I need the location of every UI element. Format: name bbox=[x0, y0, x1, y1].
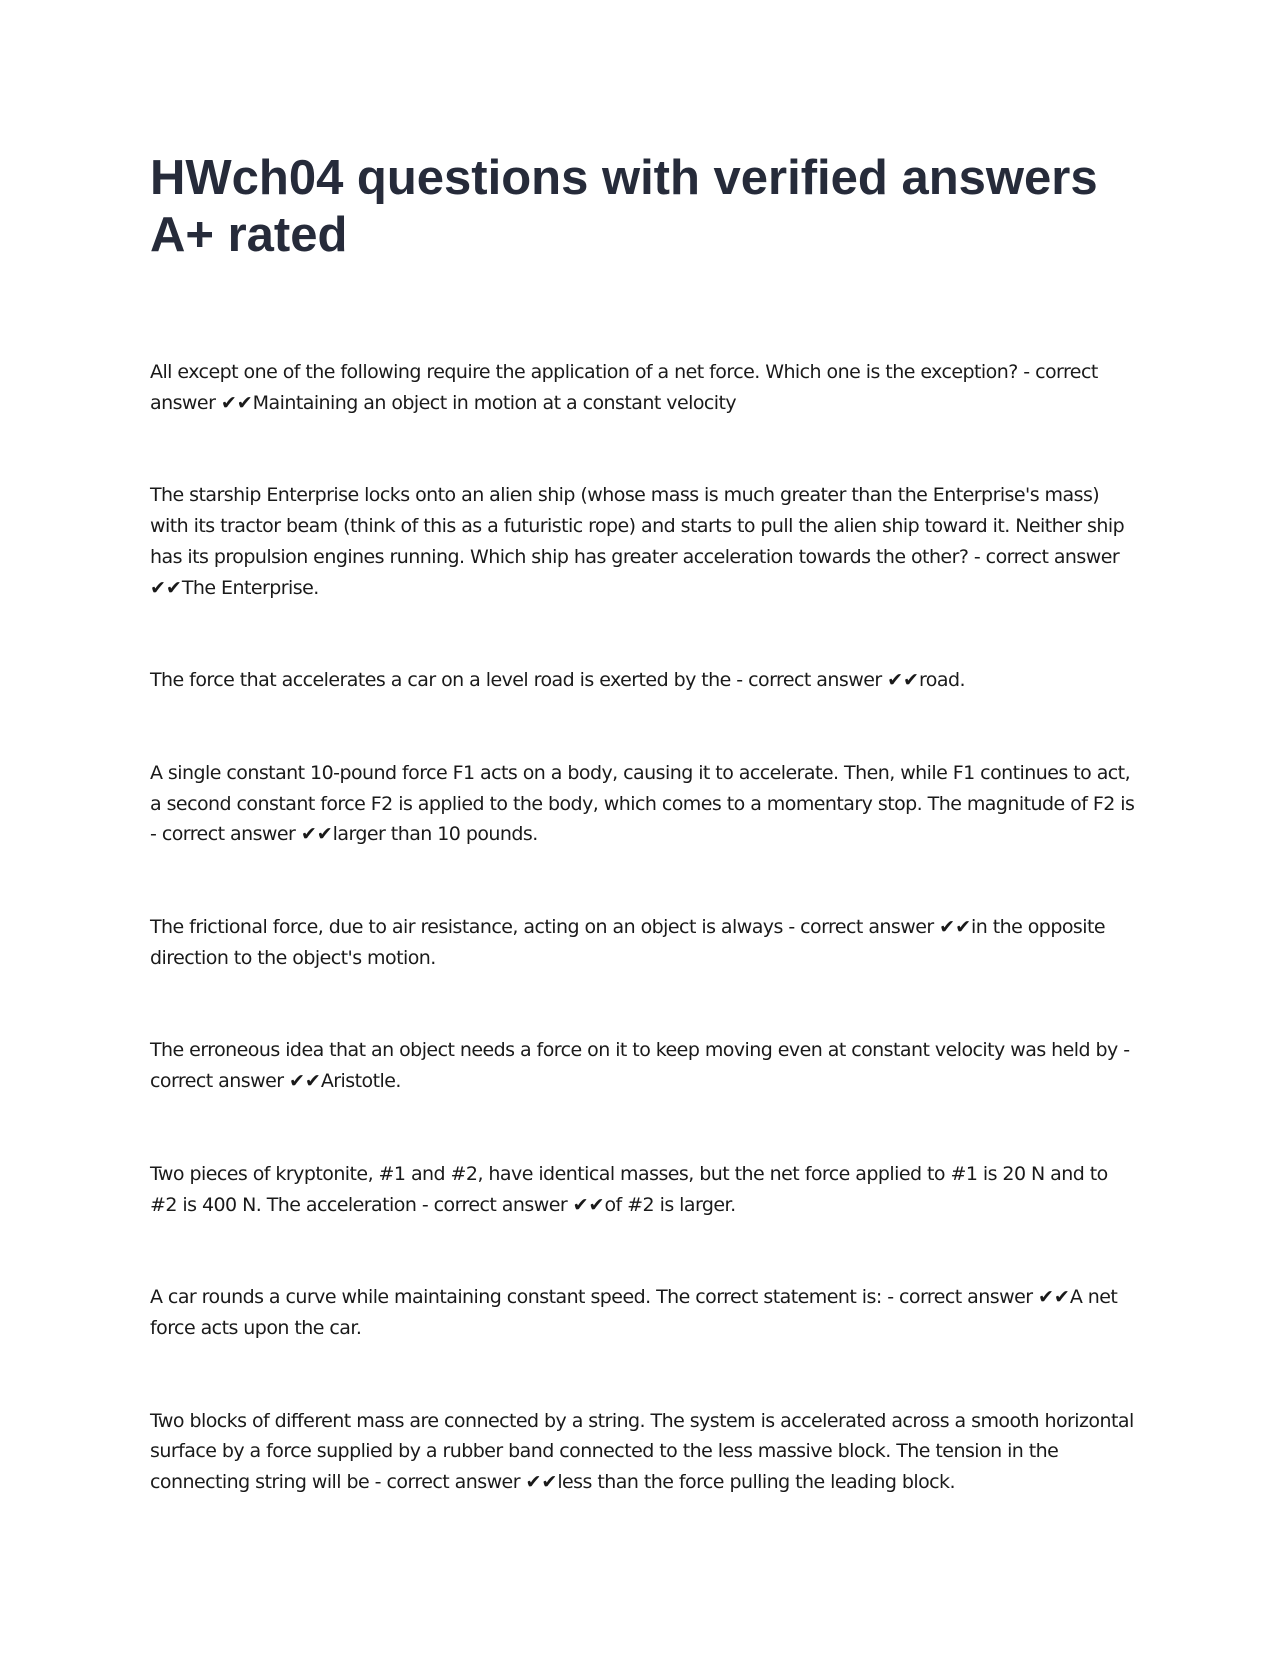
answer-text: A net force acts upon the car. bbox=[150, 1286, 1118, 1339]
question-text: Two blocks of different mass are connected by a string. The system is accelerated across a smooth horizontal surface by a force supplied by a rubber band connected to the less massive block. The tension in the connecting string will be - bbox=[150, 1409, 1134, 1494]
answer-marker: correct answer bbox=[899, 1286, 1033, 1309]
answer-marker: correct answer bbox=[748, 669, 882, 692]
qa-item bbox=[150, 1406, 1140, 1498]
double-check-icon: ✔✔ bbox=[572, 1193, 605, 1216]
question-text: Two pieces of kryptonite, #1 and #2, have identical masses, but the net force applied to #1 is 20 N and to #2 is 400 N. The acceleration - bbox=[150, 1162, 1108, 1216]
answer-text: in the opposite direction to the object's motion. bbox=[150, 916, 1106, 969]
qa-item bbox=[150, 665, 1140, 696]
answer-text: road. bbox=[918, 669, 965, 692]
qa-item bbox=[150, 758, 1140, 850]
answer-text: The Enterprise. bbox=[181, 576, 319, 599]
question-text: The force that accelerates a car on a level road is exerted by the - bbox=[150, 669, 743, 692]
question-text: The frictional force, due to air resistance, acting on an object is always - bbox=[150, 916, 795, 939]
answer-marker: correct answer bbox=[985, 545, 1120, 568]
double-check-icon: ✔✔ bbox=[1038, 1286, 1070, 1309]
qa-item bbox=[150, 357, 1140, 418]
question-text: The starship Enterprise locks onto an alien ship (whose mass is much greater than the Enterprise's mass) with its tractor beam (think of this as a futuristic rope) and starts to pull the alien ship toward it. Neither ship has its propulsion engines running. Which ship has greater acceleration towards the other? - bbox=[150, 484, 1125, 568]
answer-marker: correct answer bbox=[433, 1193, 568, 1216]
question-text: A single constant 10-pound force F1 acts on a body, causing it to accelerate. Then, while F1 continues to act, a second constant force F2 is applied to the body, which comes to a momentary stop. The magnitude of F2 is - bbox=[150, 761, 1135, 846]
double-check-icon: ✔✔ bbox=[220, 391, 253, 414]
double-check-icon: ✔✔ bbox=[289, 1070, 321, 1093]
answer-text: less than the force pulling the leading block. bbox=[557, 1471, 955, 1494]
answer-text: larger than 10 pounds. bbox=[332, 823, 538, 846]
answer-marker: correct answer bbox=[800, 916, 934, 939]
qa-item bbox=[150, 1282, 1140, 1343]
double-check-icon: ✔✔ bbox=[525, 1471, 558, 1494]
double-check-icon: ✔✔ bbox=[300, 823, 333, 846]
answer-marker: correct answer bbox=[161, 823, 296, 846]
answer-marker: correct answer bbox=[386, 1471, 520, 1494]
double-check-icon: ✔✔ bbox=[887, 669, 919, 692]
answer-marker: correct answer bbox=[150, 361, 1098, 414]
question-text: All except one of the following require the application of a net force. Which one is the exception? - bbox=[150, 361, 1030, 383]
document-title: HWch04 questions with verified answers A+ rated bbox=[150, 151, 1098, 262]
qa-item bbox=[150, 1035, 1140, 1096]
question-text: A car rounds a curve while maintaining constant speed. The correct statement is: - bbox=[150, 1286, 894, 1309]
qa-item bbox=[150, 480, 1140, 603]
double-check-icon: ✔✔ bbox=[150, 576, 182, 599]
answer-text: Aristotle. bbox=[320, 1070, 401, 1093]
question-text: The erroneous idea that an object needs a force on it to keep moving even at constant velocity was held by - bbox=[150, 1039, 1130, 1062]
qa-list bbox=[150, 357, 1140, 1560]
qa-item bbox=[150, 1159, 1140, 1220]
answer-marker: correct answer bbox=[150, 1070, 284, 1093]
double-check-icon: ✔✔ bbox=[939, 916, 971, 939]
answer-text: of #2 is larger. bbox=[604, 1193, 736, 1216]
answer-text: Maintaining an object in motion at a constant velocity bbox=[252, 391, 737, 414]
qa-item bbox=[150, 912, 1140, 973]
